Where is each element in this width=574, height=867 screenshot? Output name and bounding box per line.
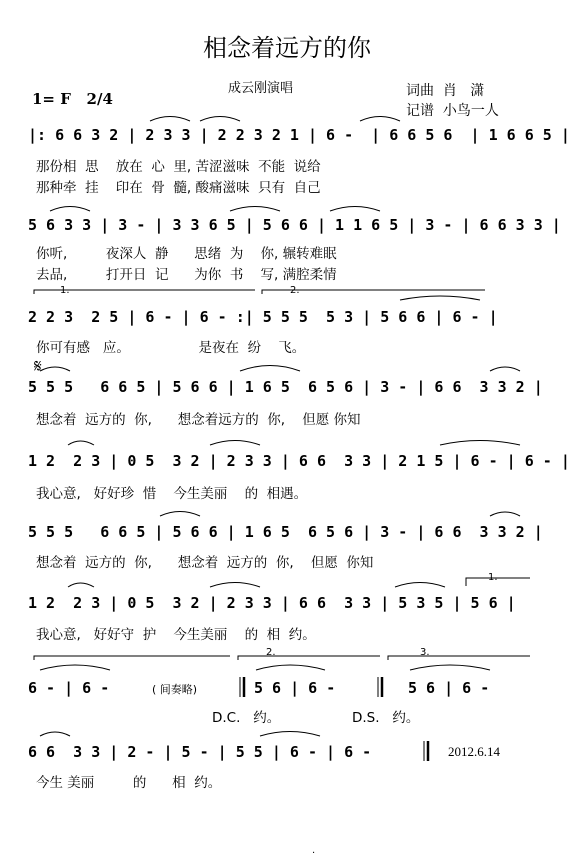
volta-2-label: 2. [290, 285, 300, 296]
segno-icon: 𝄋 [34, 356, 42, 377]
slur [50, 207, 90, 212]
slur [260, 732, 320, 737]
staff-1-notes: |: 6 6 3 2 | 2 3 3 | 2 2 3 2 1 | 6 - | 6 6 5 6 | 1 6 6 5 | [28, 126, 570, 144]
staff-4-lyrics: 想念着 远方的 你, 想念着远方的 你, 但愿 你知 [36, 412, 361, 428]
slur [160, 512, 200, 517]
singer-credit: 成云刚演唱 [228, 81, 294, 96]
staff-2-notes: 5 6 3 3 | 3 - | 3 3 6 5 | 5 6 6 | 1 1 6 5 | 3 - | 6 6 3 3 | [28, 216, 561, 234]
date-stamp: 2012.6.14 [448, 744, 500, 759]
slur [150, 117, 190, 122]
staff-9-lyrics: 今生 美丽 的 相 约。 [36, 775, 222, 791]
slur [210, 583, 260, 588]
slur [40, 367, 70, 371]
slur [40, 665, 110, 670]
key-signature: 1= F 2/4 [32, 90, 113, 108]
slur [256, 665, 325, 670]
volta-bracket [262, 290, 485, 294]
volta-bracket [34, 656, 230, 660]
staff-5-lyrics: 我心意, 好好珍 惜 今生美丽 的 相遇。 [36, 486, 308, 502]
footer-dot: · [312, 848, 316, 859]
volta-1-label: 1. [60, 285, 70, 296]
slur [210, 441, 260, 446]
dc-marking: D.C. 约。 [212, 710, 281, 726]
staff-1-lyrics-2: 那种牵 挂 印在 骨 髓, 酸痛滋味 只有 自己 [36, 180, 321, 196]
staff-9-notes: 6 6 3 3 | 2 - | 5 - | 5 5 | 6 - | 6 - [28, 743, 372, 761]
staff-3-notes: 2 2 3 2 5 | 6 - | 6 - :| 5 5 5 5 3 | 5 6 6 | 6 - | [28, 308, 498, 326]
slur [40, 732, 70, 736]
staff-6-lyrics: 想念着 远方的 你, 想念着 远方的 你, 但愿 你知 [36, 555, 374, 571]
page-title: 相念着远方的你 [203, 34, 371, 62]
staff-7-notes: 1 2 2 3 | 0 5 3 2 | 2 3 3 | 6 6 3 3 | 5 3 5 | 5 6 | [28, 594, 516, 612]
staff-3-lyrics: 你可有感 应。 是夜在 纷 飞。 [36, 340, 306, 356]
slur [440, 441, 520, 446]
slur [490, 367, 520, 371]
staff-6-notes: 5 5 5 6 6 5 | 5 6 6 | 1 6 5 6 5 6 | 3 - | 6 6 3 3 2 | [28, 523, 543, 541]
volta-3-label: 3. [420, 647, 430, 658]
slur [395, 583, 445, 588]
slur [490, 512, 520, 516]
volta-1-label-b: 1. [488, 572, 498, 583]
volta-bracket [34, 290, 255, 294]
staff-8-notes: 6 - | 6 - [28, 679, 110, 697]
ending-3-notes: 5 6 | 6 - [408, 679, 490, 697]
slur [360, 117, 400, 122]
transcriber-credit: 记谱 小鸟一人 [406, 103, 499, 119]
volta-bracket [388, 656, 530, 660]
staff-2-lyrics-2: 去品, 打开日 记 为你 书 写, 满腔柔情 [36, 267, 337, 283]
staff-1-lyrics-1: 那份相 思 放在 心 里, 苦涩滋味 不能 说给 [36, 159, 321, 175]
interlude-note: ( 间奏略) [152, 683, 198, 696]
slur [68, 583, 94, 587]
volta-bracket [238, 656, 380, 660]
volta-2-label-b: 2. [266, 647, 276, 658]
slur [330, 207, 380, 212]
slur [68, 441, 94, 445]
ending-2-notes: 5 6 | 6 - [254, 679, 336, 697]
slur [400, 296, 480, 300]
staff-4-notes: 5 5 5 6 6 5 | 5 6 6 | 1 6 5 6 5 6 | 3 - | 6 6 3 3 2 | [28, 378, 543, 396]
slur [410, 665, 490, 670]
ds-marking: D.S. 约。 [352, 710, 420, 726]
staff-5-notes: 1 2 2 3 | 0 5 3 2 | 2 3 3 | 6 6 3 3 | 2 1 5 | 6 - | 6 - | [28, 452, 570, 470]
staff-7-lyrics: 我心意, 好好守 护 今生美丽 的 相 约。 [36, 627, 316, 643]
slur [200, 117, 240, 122]
staff-2-lyrics-1: 你听, 夜深人 静 思绪 为 你, 辗转难眠 [36, 246, 337, 262]
volta-bracket [466, 578, 530, 586]
slur [230, 207, 280, 212]
composer-credit: 词曲 肖 潇 [406, 83, 485, 99]
slur [240, 366, 300, 372]
